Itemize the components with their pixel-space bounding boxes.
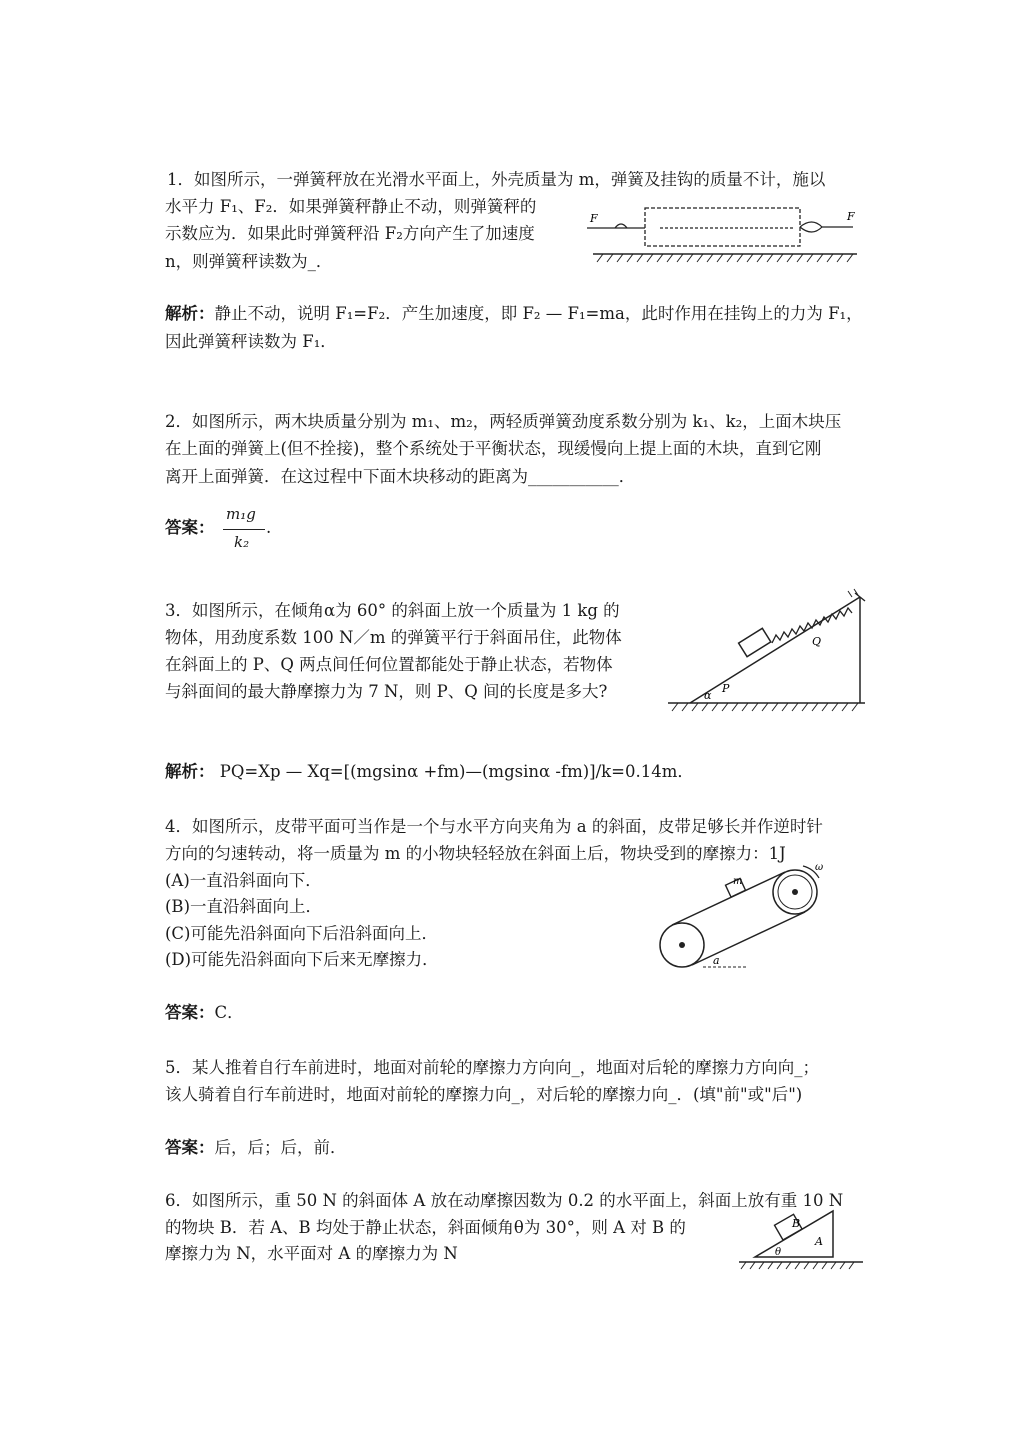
q5-answer-text: 后，后；后，前． — [214, 1138, 347, 1157]
fig-label-omega: ω — [815, 862, 824, 873]
q2-answer-label: 答案： — [165, 518, 215, 537]
q4-option-a: (A)一直沿斜面向下． — [165, 871, 322, 890]
incline-spring-figure — [660, 585, 875, 725]
q2-line-3: 离开上面弹簧．在这过程中下面木块移动的距离为___________． — [165, 467, 636, 486]
q4-option-c: (C)可能先沿斜面向下后沿斜面向上． — [165, 924, 438, 943]
fig-label-q: Q — [812, 635, 822, 648]
analysis-label: 解析： — [165, 762, 215, 781]
q4-line-1: 4．如图所示，皮带平面可当作是一个与水平方向夹角为 a 的斜面，皮带足够长并作逆时针 — [165, 817, 823, 836]
fig-label-a: A — [815, 1235, 823, 1248]
q2-answer-numerator: m₁g — [226, 505, 256, 523]
q2-line-2: 在上面的弹簧上(但不拴接)，整个系统处于平衡状态，现缓慢向上提上面的木块，直到它刚 — [165, 439, 822, 458]
q2-answer-end: . — [266, 518, 272, 537]
q3-line-2: 物体，用劲度系数 100 N／m 的弹簧平行于斜面吊住，此物体 — [165, 628, 622, 647]
answer-label: 答案： — [165, 1003, 215, 1022]
q4-answer-text: C． — [214, 1003, 244, 1022]
q1-analysis-line-1 — [165, 300, 863, 327]
fig-label-m: m — [733, 876, 743, 887]
q5-answer-line — [165, 1134, 347, 1161]
fig-label-p: P — [722, 682, 730, 695]
q4-option-b: (B)一直沿斜面向上． — [165, 897, 322, 916]
q6-line-2: 的物块 B．若 A、B 均处于静止状态，斜面倾角θ为 30°，则 A 对 B 的 — [165, 1218, 686, 1237]
fig-label-f2: F — [847, 210, 855, 223]
q3-analysis-line — [165, 758, 694, 785]
fraction-bar — [223, 529, 265, 530]
q6-line-1: 6．如图所示，重 50 N 的斜面体 A 放在动摩擦因数为 0.2 的水平面上，斜面上放有重 10 N — [165, 1191, 844, 1210]
q4-option-d: (D)可能先沿斜面向下后来无摩擦力． — [165, 950, 439, 969]
q1-line-2: 水平力 F₁、F₂．如果弹簧秤静止不动，则弹簧秤的 — [165, 197, 537, 216]
q2-answer-denominator: k₂ — [234, 533, 250, 551]
wedge-block-figure — [735, 1205, 865, 1273]
conveyor-belt-figure — [655, 860, 830, 975]
fig-label-theta: θ — [775, 1247, 782, 1258]
q4-answer-line — [165, 999, 244, 1026]
q1-line-4: n，则弹簧秤读数为_． — [165, 252, 333, 271]
q1-analysis-line-2: 因此弹簧秤读数为 F₁． — [165, 332, 337, 351]
q3-line-1: 3．如图所示，在倾角α为 60° 的斜面上放一个质量为 1 kg 的 — [165, 601, 620, 620]
answer-label: 答案： — [165, 1138, 215, 1157]
q6-line-3: 摩擦力为 N，水平面对 A 的摩擦力为 N — [165, 1244, 458, 1263]
spring-scale-figure — [585, 198, 860, 264]
q3-analysis-text: PQ=Xp — Xq=[(mgsinα +fm)—(mgsinα -fm)]/k=0.14m． — [219, 762, 694, 781]
fig-label-alpha: α — [704, 689, 712, 702]
fig-label-f1: F — [590, 212, 598, 225]
q5-line-2: 该人骑着自行车前进时，地面对前轮的摩擦力向_，对后轮的摩擦力向_．(填"前"或"后") — [165, 1085, 803, 1104]
fig-label-a: a — [713, 954, 720, 967]
fig-label-b: B — [792, 1217, 801, 1230]
q5-line-1: 5．某人推着自行车前进时，地面对前轮的摩擦力方向向_，地面对后轮的摩擦力方向向_； — [165, 1058, 819, 1077]
q1-line-3: 示数应为．如果此时弹簧秤沿 F₂方向产生了加速度 — [165, 224, 535, 243]
q3-line-4: 与斜面间的最大静摩擦力为 7 N，则 P、Q 间的长度是多大? — [165, 682, 608, 701]
q1-line-1: 1．如图所示，一弹簧秤放在光滑水平面上，外壳质量为 m，弹簧及挂钩的质量不计，施以 — [167, 170, 826, 189]
analysis-label: 解析： — [165, 304, 215, 323]
q2-line-1: 2．如图所示，两木块质量分别为 m₁、m₂，两轻质弹簧劲度系数分别为 k₁、k₂，上面木块压 — [165, 412, 842, 431]
q4-line-2: 方向的匀速转动，将一质量为 m 的小物块轻轻放在斜面上后，物块受到的摩擦力：1J — [165, 844, 786, 863]
q1-analysis-text: 静止不动，说明 F₁=F₂．产生加速度，即 F₂ — F₁=ma，此时作用在挂钩上的力为 F₁， — [214, 304, 863, 323]
q3-line-3: 在斜面上的 P、Q 两点间任何位置都能处于静止状态，若物体 — [165, 655, 613, 674]
